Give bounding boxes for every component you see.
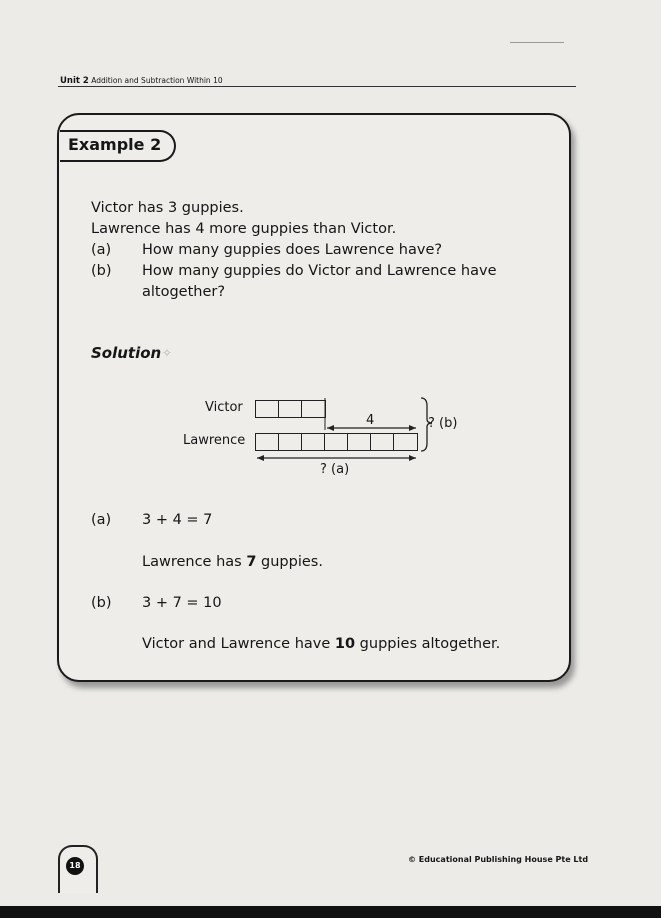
question-b-text-cont: altogether? [142, 284, 226, 300]
victor-label: Victor [205, 400, 243, 415]
lawrence-label: Lawrence [183, 433, 246, 448]
problem-line-1: Victor has 3 guppies. [91, 200, 244, 216]
part-b-answer: Victor and Lawrence have 10 guppies altogether. [142, 636, 501, 652]
combined-brace [421, 398, 432, 451]
total-lawrence-label: ? (a) [320, 462, 350, 477]
page-number-tab [58, 845, 98, 893]
combined-label: ? (b) [428, 416, 458, 431]
difference-label: 4 [366, 413, 375, 428]
part-b-equation: 3 + 7 = 10 [142, 595, 222, 611]
unit-title: Addition and Subtraction Within 10 [91, 76, 223, 85]
total-arrow [257, 455, 416, 461]
sparkle-icon: ✧ [162, 346, 173, 360]
page-number: 18 [66, 857, 84, 875]
difference-arrow [327, 425, 416, 431]
unit-label: Unit 2 [60, 76, 89, 86]
problem-line-2: Lawrence has 4 more guppies than Victor. [91, 221, 397, 237]
copyright-notice: © Educational Publishing House Pte Ltd [408, 855, 589, 864]
part-a-letter: (a) [91, 512, 112, 528]
question-a-text: How many guppies does Lawrence have? [142, 242, 443, 258]
question-b-letter: (b) [91, 263, 112, 279]
question-b-text: How many guppies do Victor and Lawrence have [142, 263, 497, 279]
part-a-equation: 3 + 4 = 7 [142, 512, 213, 528]
example-label: Example 2 [68, 135, 162, 154]
solution-heading: Solution [91, 344, 162, 362]
part-b-letter: (b) [91, 595, 112, 611]
question-a-letter: (a) [91, 242, 112, 258]
part-a-answer: Lawrence has 7 guppies. [142, 554, 323, 570]
part-a-answer-number: 7 [246, 554, 257, 570]
part-b-answer-number: 10 [334, 636, 356, 652]
